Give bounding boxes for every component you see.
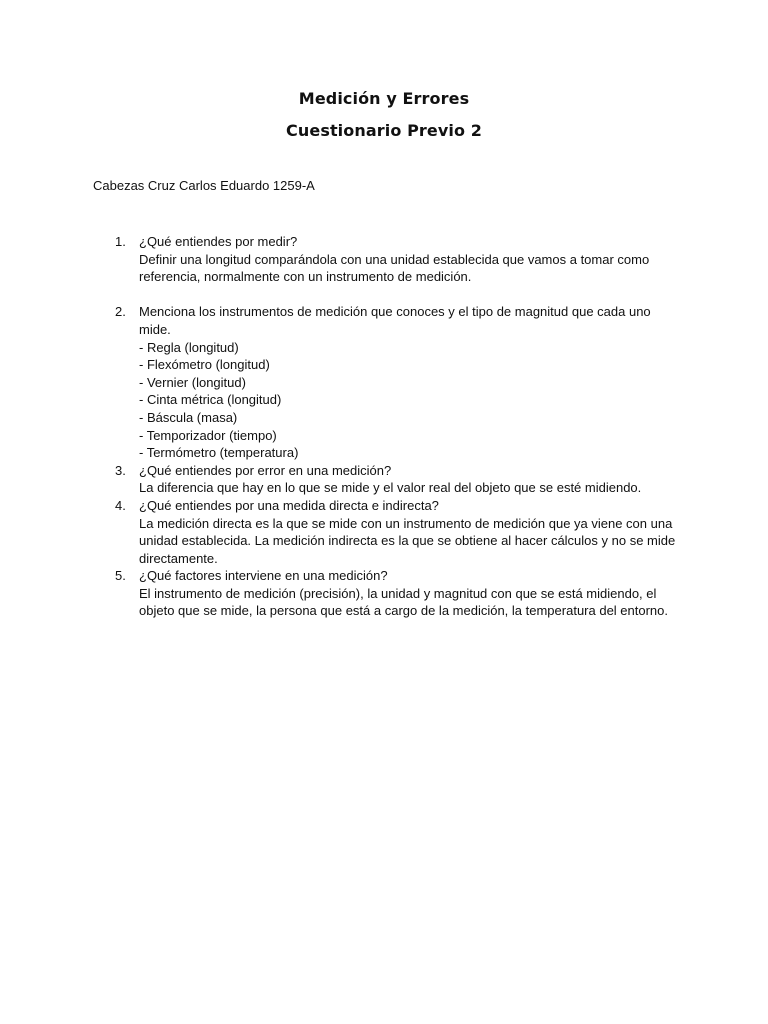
question-text-continued: mide. xyxy=(139,321,171,337)
document-title: Medición y Errores xyxy=(298,89,470,108)
question-text: ¿Qué entiendes por error en una medición? xyxy=(139,462,392,478)
answer-list-item: - Regla (longitud) xyxy=(139,339,239,355)
answer-list-item: - Báscula (masa) xyxy=(139,409,238,425)
answer-line: La diferencia que hay en lo que se mide y el valor real del objeto que se esté midiendo. xyxy=(139,480,642,496)
question-text: Menciona los instrumentos de medición que conoces y el tipo de magnitud que cada uno xyxy=(139,304,651,320)
answer-list-item: - Flexómetro (longitud) xyxy=(139,357,270,373)
question-number: 4. xyxy=(115,497,126,513)
question-item-2 xyxy=(115,303,685,461)
question-text: ¿Qué entiendes por una medida directa e indirecta? xyxy=(139,497,439,513)
question-text: ¿Qué entiendes por medir? xyxy=(139,234,298,249)
answer-line: unidad establecida. La medición indirecta es la que se obtiene al hacer cálculos y no se mide xyxy=(139,533,676,549)
answer-line: directamente. xyxy=(139,550,218,566)
question-item-4 xyxy=(115,497,685,567)
question-number: 3. xyxy=(115,462,126,478)
answer-line: referencia, normalmente con un instrumento de medición. xyxy=(139,269,472,285)
answer-line: El instrumento de medición (precisión), la unidad y magnitud con que se está midiendo, el xyxy=(139,585,657,601)
question-item-1 xyxy=(115,233,685,286)
question-number: 1. xyxy=(115,234,126,249)
question-text: ¿Qué factores interviene en una medición? xyxy=(139,568,388,584)
question-number: 2. xyxy=(115,304,126,320)
answer-list-item: - Termómetro (temperatura) xyxy=(139,445,299,461)
answer-list-item: - Vernier (longitud) xyxy=(139,374,246,390)
answer-list-item: - Cinta métrica (longitud) xyxy=(139,392,282,408)
document-subtitle: Cuestionario Previo 2 xyxy=(286,121,482,140)
answer-list-item: - Temporizador (tiempo) xyxy=(139,427,277,443)
author-line: Cabezas Cruz Carlos Eduardo 1259-A xyxy=(93,178,315,193)
question-number: 5. xyxy=(115,568,126,584)
question-item-3 xyxy=(115,462,685,497)
answer-line: objeto que se mide, la persona que está a cargo de la medición, la temperatura del entorno. xyxy=(139,603,669,619)
question-list xyxy=(115,233,685,620)
answer-line: Definir una longitud comparándola con una unidad establecida que vamos a tomar como xyxy=(139,251,650,267)
question-item-5 xyxy=(115,567,685,620)
answer-line: La medición directa es la que se mide con un instrumento de medición que ya viene con una xyxy=(139,515,673,531)
